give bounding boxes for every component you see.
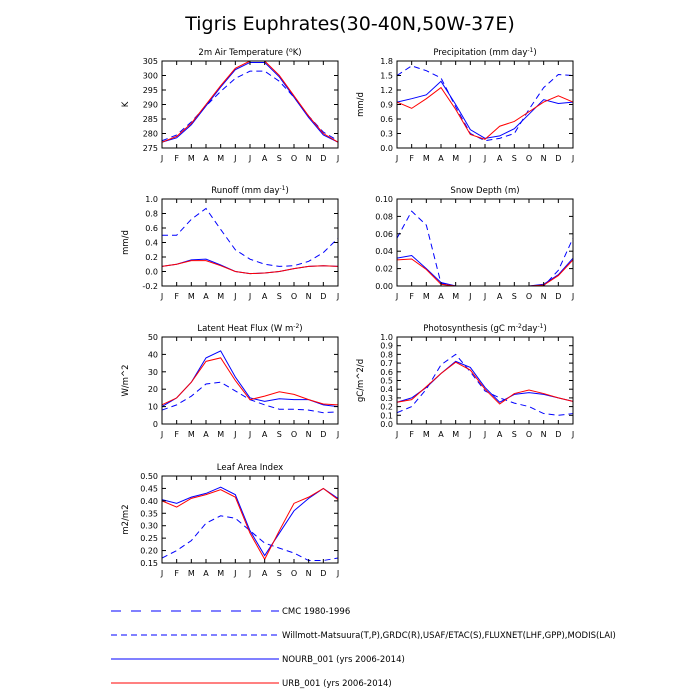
x-tick-label: A xyxy=(203,292,209,301)
x-tick-label: J xyxy=(234,292,237,301)
y-tick-label: 0.6 xyxy=(380,115,393,124)
x-tick-label: J xyxy=(469,154,472,163)
legend-label: CMC 1980-1996 xyxy=(282,607,351,617)
series-line-obs xyxy=(162,516,338,561)
x-tick-label: J xyxy=(248,430,252,439)
series-line-nourb xyxy=(397,81,573,138)
panel-1 xyxy=(121,47,339,164)
y-tick-label: 0.2 xyxy=(380,402,393,412)
x-tick-label: J xyxy=(395,430,399,439)
x-tick-label: J xyxy=(483,154,487,163)
x-tick-label: M xyxy=(217,292,225,301)
panel-6 xyxy=(356,323,574,440)
x-tick-label: O xyxy=(525,154,533,163)
y-tick-label: 0.00 xyxy=(375,282,393,291)
y-axis-label: K xyxy=(121,101,131,108)
x-tick-label: M xyxy=(422,292,430,301)
x-tick-label: S xyxy=(511,154,517,163)
legend-item-urb xyxy=(111,679,392,689)
x-tick-label: F xyxy=(409,154,414,163)
y-tick-label: 0.3 xyxy=(380,393,393,403)
x-tick-label: J xyxy=(248,292,252,301)
legend-item-nourb xyxy=(111,655,405,665)
plot-frame xyxy=(397,199,573,286)
y-tick-label: 0.9 xyxy=(380,100,393,110)
x-tick-label: J xyxy=(160,292,164,301)
x-tick-label: O xyxy=(290,154,298,163)
x-tick-label: F xyxy=(409,292,414,301)
x-tick-label: J xyxy=(336,430,340,439)
x-tick-label: S xyxy=(276,569,282,578)
y-tick-label: 0.8 xyxy=(145,209,158,219)
x-tick-label: A xyxy=(438,430,444,439)
y-tick-label: 30 xyxy=(147,367,158,377)
x-tick-label: D xyxy=(320,154,327,163)
plot-frame xyxy=(162,61,338,148)
x-tick-label: J xyxy=(248,569,252,578)
y-tick-label: 0.5 xyxy=(380,376,393,386)
figure-title: Tigris Euphrates(30-40N,50W-37E) xyxy=(185,13,515,35)
panel-title: Leaf Area Index xyxy=(216,463,284,473)
x-tick-label: J xyxy=(160,569,164,578)
x-tick-label: A xyxy=(496,292,503,301)
x-tick-label: N xyxy=(305,154,312,163)
x-tick-label: A xyxy=(438,292,444,301)
panel-title: Precipitation (mm day$^{-1}$) xyxy=(433,46,537,58)
panel-5 xyxy=(121,323,339,440)
y-tick-label: 0.20 xyxy=(140,546,158,556)
x-tick-label: D xyxy=(320,292,327,301)
x-tick-label: A xyxy=(496,154,503,163)
y-tick-label: 0.02 xyxy=(375,264,393,274)
x-tick-label: O xyxy=(525,292,533,301)
y-tick-label: 0.30 xyxy=(140,521,158,531)
x-tick-label: J xyxy=(160,154,164,163)
x-tick-label: J xyxy=(234,154,237,163)
series-line-nourb xyxy=(397,256,573,286)
y-axis-label: W/m^2 xyxy=(121,364,131,397)
x-tick-label: F xyxy=(174,292,179,301)
panel-title: Runoff (mm day$^{-1}$) xyxy=(211,184,289,196)
x-tick-label: S xyxy=(511,292,517,301)
x-tick-label: N xyxy=(305,430,312,439)
x-tick-label: D xyxy=(555,430,562,439)
y-tick-label: 0.40 xyxy=(140,496,158,506)
x-tick-label: N xyxy=(540,154,547,163)
y-tick-label: 0.8 xyxy=(380,350,393,360)
x-tick-label: M xyxy=(217,154,225,163)
y-tick-label: 0.08 xyxy=(375,212,393,222)
y-tick-label: 20 xyxy=(147,385,158,395)
x-tick-label: J xyxy=(234,569,237,578)
x-tick-label: M xyxy=(452,430,460,439)
x-tick-label: J xyxy=(336,292,340,301)
y-tick-label: 1.8 xyxy=(380,57,393,66)
x-tick-label: S xyxy=(276,430,282,439)
x-tick-label: A xyxy=(203,569,209,578)
panel-title: Snow Depth (m) xyxy=(450,186,520,196)
y-tick-label: 295 xyxy=(142,86,158,95)
y-tick-label: 40 xyxy=(147,350,158,360)
y-tick-label: 275 xyxy=(142,144,158,153)
y-tick-label: 290 xyxy=(142,100,158,110)
y-tick-label: 1.0 xyxy=(145,195,158,204)
x-tick-label: J xyxy=(571,430,575,439)
x-tick-label: S xyxy=(276,154,282,163)
y-tick-label: 0.3 xyxy=(380,129,393,139)
y-tick-label: -0.2 xyxy=(142,282,158,291)
y-tick-label: 0.7 xyxy=(380,359,393,369)
x-tick-label: J xyxy=(336,569,340,578)
x-tick-label: J xyxy=(395,292,399,301)
x-tick-label: J xyxy=(234,430,237,439)
x-tick-label: J xyxy=(571,154,575,163)
y-tick-label: 0.1 xyxy=(380,411,393,421)
y-tick-label: 0 xyxy=(152,420,158,429)
x-tick-label: M xyxy=(217,569,225,578)
legend-label: Willmott-Matsuura(T,P),GRDC(R),USAF/ETAC(S),FLUXNET(LHF,GPP),MODIS(LAI) xyxy=(282,631,616,641)
x-tick-label: J xyxy=(483,430,487,439)
x-tick-label: J xyxy=(160,430,164,439)
x-tick-label: A xyxy=(261,154,268,163)
x-tick-label: M xyxy=(422,154,430,163)
plot-frame xyxy=(397,61,573,148)
x-tick-label: F xyxy=(174,430,179,439)
y-tick-label: 0.0 xyxy=(145,267,158,277)
y-tick-label: 0.0 xyxy=(380,420,393,429)
panel-title: Latent Heat Flux (W $m^{-2}$) xyxy=(197,322,303,334)
y-tick-label: 0.4 xyxy=(380,385,393,395)
x-tick-label: O xyxy=(290,569,298,578)
x-tick-label: M xyxy=(187,154,195,163)
series-line-nourb xyxy=(162,62,338,142)
x-tick-label: F xyxy=(174,154,179,163)
panel-2 xyxy=(356,47,574,164)
series-line-nourb xyxy=(397,361,573,402)
series-line-obs xyxy=(162,208,338,266)
y-tick-label: 0.9 xyxy=(380,341,393,351)
panel-title: Photosynthesis (gC $m^{-2}day^{-1}$) xyxy=(423,322,547,334)
y-tick-label: 0.50 xyxy=(140,472,158,481)
plot-frame xyxy=(162,476,338,563)
x-tick-label: M xyxy=(217,430,225,439)
x-tick-label: D xyxy=(555,292,562,301)
series-line-nourb xyxy=(162,487,338,555)
y-tick-label: 0.2 xyxy=(145,253,158,262)
y-tick-label: 1.2 xyxy=(380,86,393,95)
legend xyxy=(111,607,616,689)
y-tick-label: 0.06 xyxy=(375,229,393,239)
legend-item-obs xyxy=(111,631,616,641)
x-tick-label: A xyxy=(203,430,209,439)
y-tick-label: 0.0 xyxy=(380,144,393,153)
y-axis-label: mm/d xyxy=(121,230,131,255)
series-line-urb xyxy=(397,362,573,404)
series-line-nourb xyxy=(162,351,338,407)
x-tick-label: A xyxy=(261,430,268,439)
x-tick-label: S xyxy=(276,292,282,301)
y-tick-label: 0.15 xyxy=(140,559,158,568)
x-tick-label: M xyxy=(187,430,195,439)
x-tick-label: F xyxy=(409,430,414,439)
x-tick-label: J xyxy=(469,430,472,439)
x-tick-label: F xyxy=(174,569,179,578)
series-line-urb xyxy=(162,488,338,559)
y-tick-label: 0.10 xyxy=(375,195,393,204)
y-tick-label: 1.0 xyxy=(380,333,393,342)
plot-frame xyxy=(397,337,573,424)
x-tick-label: M xyxy=(452,292,460,301)
plot-frame xyxy=(162,199,338,286)
x-tick-label: A xyxy=(438,154,444,163)
series-line-urb xyxy=(162,261,338,274)
x-tick-label: M xyxy=(187,292,195,301)
y-axis-label: m2/m2 xyxy=(121,504,131,535)
series-line-obs xyxy=(397,354,573,415)
y-tick-label: 10 xyxy=(147,402,158,412)
series-line-obs xyxy=(397,211,573,286)
x-tick-label: J xyxy=(571,292,575,301)
y-tick-label: 0.4 xyxy=(145,238,158,248)
x-tick-label: O xyxy=(290,430,298,439)
y-axis-label: gC/m^2/d xyxy=(356,358,366,403)
x-tick-label: D xyxy=(555,154,562,163)
legend-label: URB_001 (yrs 2006-2014) xyxy=(282,679,392,689)
x-tick-label: A xyxy=(496,430,503,439)
y-tick-label: 0.45 xyxy=(140,484,158,494)
panel-4 xyxy=(375,186,574,301)
y-tick-label: 305 xyxy=(142,57,158,66)
x-tick-label: O xyxy=(525,430,533,439)
x-tick-label: D xyxy=(320,430,327,439)
panel-3 xyxy=(121,185,339,302)
series-line-obs xyxy=(397,66,573,141)
x-tick-label: D xyxy=(320,569,327,578)
series-line-urb xyxy=(162,61,338,142)
x-tick-label: J xyxy=(469,292,472,301)
x-tick-label: A xyxy=(261,569,268,578)
panels-group xyxy=(121,47,574,579)
y-tick-label: 50 xyxy=(147,333,158,342)
x-tick-label: M xyxy=(452,154,460,163)
y-tick-label: 0.6 xyxy=(380,367,393,377)
legend-label: NOURB_001 (yrs 2006-2014) xyxy=(282,655,405,665)
y-axis-label: mm/d xyxy=(356,92,366,117)
x-tick-label: J xyxy=(248,154,252,163)
x-tick-label: O xyxy=(290,292,298,301)
x-tick-label: N xyxy=(305,292,312,301)
x-tick-label: A xyxy=(261,292,268,301)
legend-item-cmc xyxy=(111,607,350,617)
x-tick-label: J xyxy=(483,292,487,301)
y-tick-label: 0.35 xyxy=(140,509,158,519)
y-tick-label: 280 xyxy=(142,129,158,139)
y-tick-label: 300 xyxy=(142,71,158,81)
panel-7 xyxy=(121,463,339,578)
x-tick-label: A xyxy=(203,154,209,163)
x-tick-label: M xyxy=(187,569,195,578)
y-tick-label: 0.6 xyxy=(145,224,158,233)
x-tick-label: J xyxy=(395,154,399,163)
y-tick-label: 0.25 xyxy=(140,534,158,544)
y-tick-label: 0.04 xyxy=(375,247,393,257)
y-tick-label: 285 xyxy=(142,115,158,124)
x-tick-label: M xyxy=(422,430,430,439)
x-tick-label: N xyxy=(305,569,312,578)
x-tick-label: N xyxy=(540,430,547,439)
y-tick-label: 1.5 xyxy=(380,71,393,81)
x-tick-label: J xyxy=(336,154,340,163)
series-line-obs xyxy=(162,71,338,141)
x-tick-label: N xyxy=(540,292,547,301)
panel-title: 2m Air Temperature ($^o$K) xyxy=(198,46,302,58)
x-tick-label: S xyxy=(511,430,517,439)
